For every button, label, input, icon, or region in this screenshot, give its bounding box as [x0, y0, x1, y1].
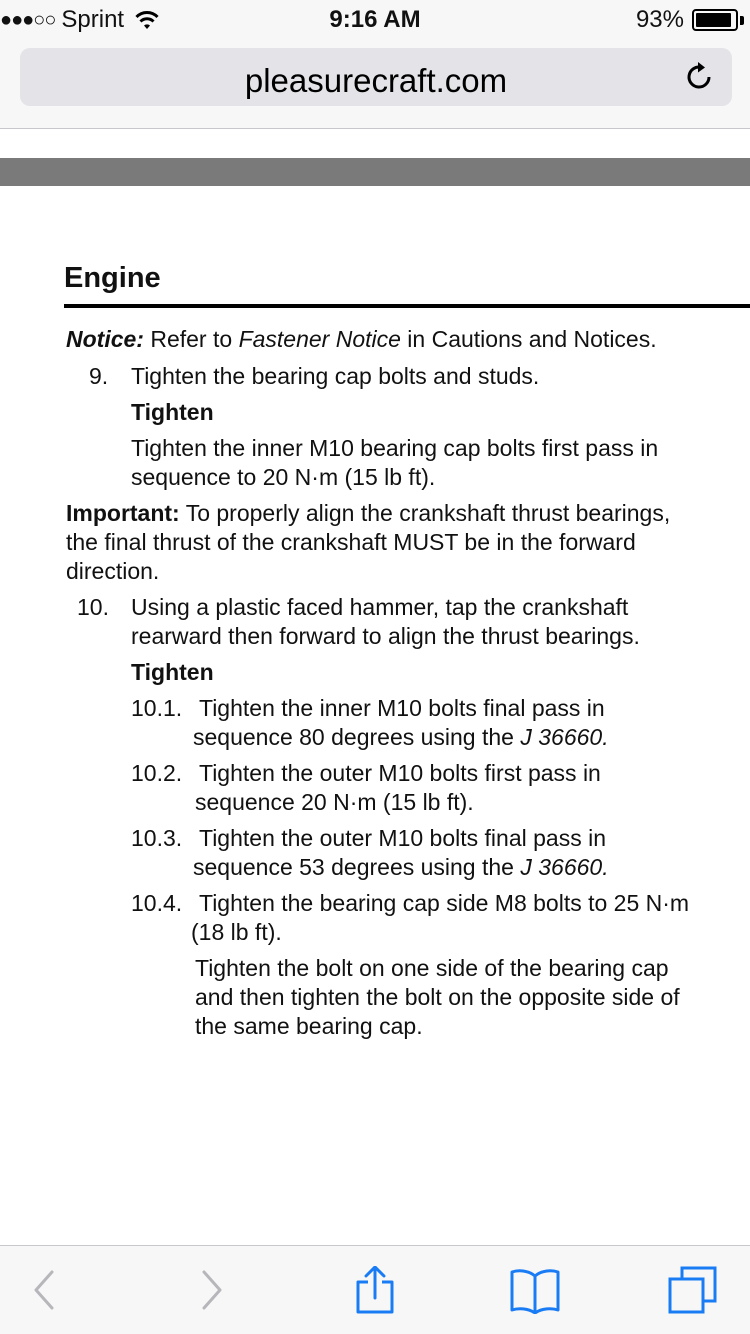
forward-chevron-icon[interactable]: [186, 1266, 236, 1314]
step-10-3-line-1: Tighten the outer M10 bolts final pass in: [199, 825, 606, 851]
tool-reference: J 36660.: [520, 854, 609, 880]
carrier-name: Sprint: [61, 6, 125, 33]
step-10-number: 10.: [77, 594, 109, 620]
notice-paragraph: [66, 325, 657, 354]
bookmarks-icon[interactable]: [510, 1266, 560, 1314]
step-10-1-number: 10.1.: [131, 695, 183, 721]
step-10-1-line-1: Tighten the inner M10 bolts final pass in: [199, 695, 605, 721]
important-line-1: Important: To properly align the crankshaft thrust bearings,: [66, 500, 671, 526]
battery-tip: [740, 16, 744, 25]
step-10-line-1: Using a plastic faced hammer, tap the crankshaft: [131, 594, 629, 620]
step-10-tighten-heading: Tighten: [131, 659, 214, 685]
step-10-4-note-line-3: the same bearing cap.: [195, 1013, 423, 1039]
step-9-number: 9.: [89, 363, 109, 389]
important-label: Important:: [66, 500, 180, 526]
battery-icon: [692, 9, 738, 31]
step-10-4-number: 10.4.: [131, 890, 183, 916]
step-10-2-line-1: Tighten the outer M10 bolts first pass in: [199, 760, 601, 786]
step-10-4-line-1: Tighten the bearing cap side M8 bolts to 25 N·m: [199, 890, 690, 916]
battery-percentage: 93%: [635, 6, 684, 33]
step-10-1-line-2: sequence 80 degrees using the J 36660.: [193, 724, 609, 750]
section-title: Engine: [64, 262, 161, 294]
step-10-3-number: 10.3.: [131, 825, 183, 851]
page-header-band: [0, 158, 750, 186]
step-9-tighten-heading: Tighten: [131, 399, 214, 425]
status-time: 9:16 AM: [329, 6, 421, 33]
important-line-2: the final thrust of the crankshaft MUST be in the forward: [66, 529, 636, 555]
tabs-icon[interactable]: [668, 1266, 718, 1314]
back-chevron-icon[interactable]: [20, 1266, 70, 1314]
step-10-line-2: rearward then forward to align the thrust bearings.: [131, 623, 640, 649]
step-10-3-line-2: sequence 53 degrees using the J 36660.: [193, 854, 609, 880]
tool-reference: J 36660.: [520, 724, 609, 750]
notice-text-before: Refer to: [143, 326, 239, 352]
step-10-4-note-line-2: and then tighten the bolt on the opposite side of: [195, 984, 680, 1010]
status-bar: [0, 0, 750, 40]
step-9-tighten-line-1: Tighten the inner M10 bearing cap bolts first pass in: [131, 435, 659, 461]
signal-strength-icon: ●●●○○: [0, 8, 56, 31]
battery-level-fill: [696, 13, 731, 27]
url-text[interactable]: pleasurecraft.com: [244, 62, 508, 99]
step-10-2-line-2: sequence 20 N·m (15 lb ft).: [195, 789, 474, 815]
step-10-2-number: 10.2.: [131, 760, 183, 786]
share-icon[interactable]: [350, 1266, 400, 1314]
step-10-4-note-line-1: Tighten the bolt on one side of the bearing cap: [195, 955, 669, 981]
reload-icon[interactable]: [684, 60, 716, 94]
step-10-4-line-2: (18 lb ft).: [191, 919, 282, 945]
address-bar[interactable]: [20, 48, 732, 106]
browser-toolbar: [0, 1245, 750, 1334]
notice-label: Notice:: [66, 326, 144, 352]
section-rule: [64, 304, 750, 308]
notice-link-text: Fastener Notice: [238, 326, 401, 352]
browser-address-area: [0, 40, 750, 129]
step-9-text: Tighten the bearing cap bolts and studs.: [131, 363, 540, 389]
status-right: [636, 6, 744, 34]
notice-text-after: in Cautions and Notices.: [400, 326, 657, 352]
step-9-tighten-line-2: sequence to 20 N·m (15 lb ft).: [131, 464, 436, 490]
important-line-3: direction.: [66, 558, 160, 584]
